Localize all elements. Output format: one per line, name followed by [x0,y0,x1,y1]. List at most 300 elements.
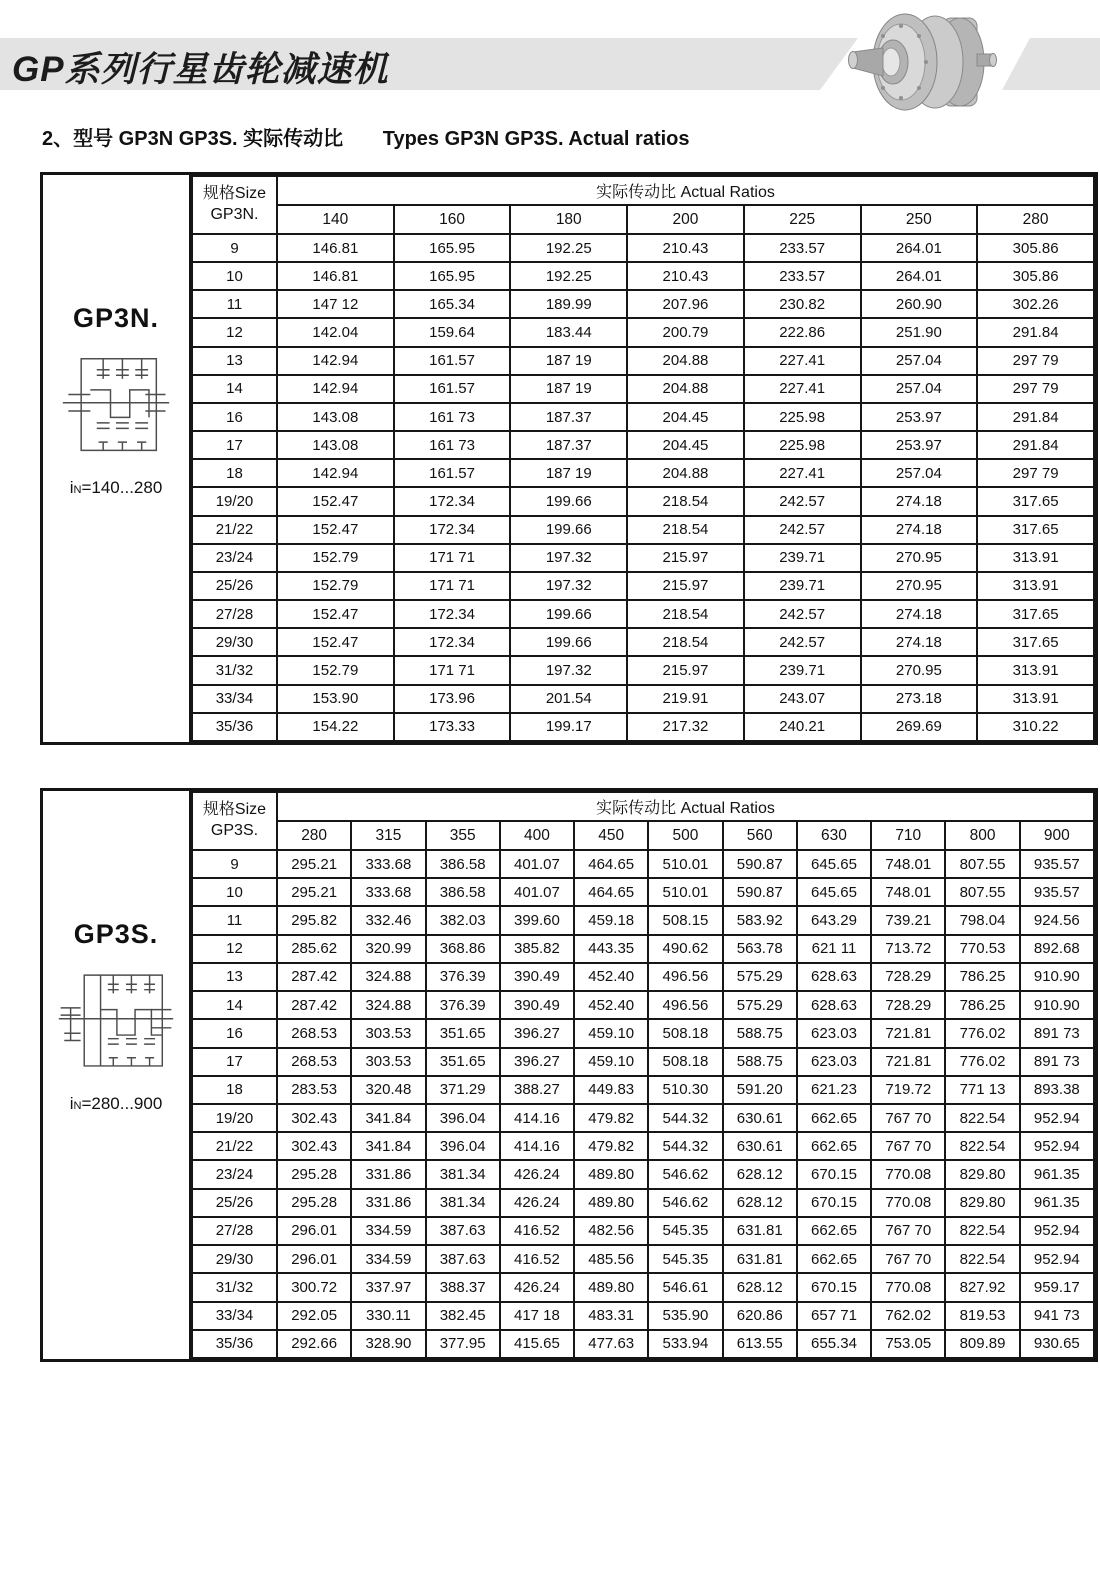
table-row [192,1273,1094,1301]
ratio-cell: 192.25 [510,234,627,262]
ratio-cell: 165.95 [394,262,511,290]
ratio-cell: 187 19 [510,347,627,375]
ratio-cell: 776.02 [945,1019,1019,1047]
table-row [192,1076,1094,1104]
ratio-cell: 239.71 [744,656,861,684]
ratio-cell: 728.29 [871,991,945,1019]
size-cell: 16 [192,403,277,431]
table-row [192,1217,1094,1245]
ratio-cell: 893.38 [1020,1076,1094,1104]
ratio-cell: 485.56 [574,1245,648,1273]
ratio-cell: 628.12 [723,1273,797,1301]
ratio-cell: 459.10 [574,1048,648,1076]
ratio-cell: 533.94 [648,1330,722,1358]
ratio-cell: 152.47 [277,487,394,515]
size-cell: 13 [192,963,277,991]
ratio-cell: 297 79 [977,375,1094,403]
actual-ratios-header: 实际传动比 Actual Ratios [277,176,1094,205]
ratio-cell: 583.92 [723,906,797,934]
table-row [192,1330,1094,1358]
size-cell: 27/28 [192,600,277,628]
ratio-cell: 655.34 [797,1330,871,1358]
ratio-cell: 187 19 [510,459,627,487]
ratio-cell: 243.07 [744,685,861,713]
ratio-cell: 891 73 [1020,1019,1094,1047]
size-cell: 33/34 [192,685,277,713]
size-cell: 17 [192,431,277,459]
ratio-cell: 269.69 [861,713,978,741]
ratio-cell: 295.21 [277,878,351,906]
ratio-cell: 341.84 [351,1104,425,1132]
ratio-cell: 146.81 [277,234,394,262]
ratio-cell: 822.54 [945,1104,1019,1132]
ratio-cell: 317.65 [977,516,1094,544]
gp3s-ratios-table [191,791,1095,1359]
ratio-cell: 331.86 [351,1189,425,1217]
ratio-cell: 631.81 [723,1217,797,1245]
ratio-cell: 172.34 [394,516,511,544]
ratio-cell: 544.32 [648,1132,722,1160]
ratio-cell: 215.97 [627,656,744,684]
ratio-cell: 382.03 [426,906,500,934]
ratio-cell: 496.56 [648,991,722,1019]
ratio-cell: 217.32 [627,713,744,741]
size-cell: 11 [192,290,277,318]
ratio-cell: 222.86 [744,318,861,346]
size-cell: 35/36 [192,713,277,741]
ratio-cell: 670.15 [797,1189,871,1217]
ratio-cell: 153.90 [277,685,394,713]
table-row [192,459,1094,487]
ratio-cell: 628.63 [797,991,871,1019]
ratio-cell: 809.89 [945,1330,1019,1358]
ratio-cell: 183.44 [510,318,627,346]
ratio-cell: 479.82 [574,1132,648,1160]
gp3n-table-wrap [191,175,1095,742]
gp3n-model-label: GP3N. [72,303,160,333]
ratio-cell: 510.01 [648,878,722,906]
ratio-cell: 545.35 [648,1217,722,1245]
table-row [192,685,1094,713]
ratio-cell: 544.32 [648,1104,722,1132]
ratio-cell: 274.18 [861,628,978,656]
ratio-cell: 822.54 [945,1217,1019,1245]
ratio-cell: 295.28 [277,1160,351,1188]
ratio-cell: 545.35 [648,1245,722,1273]
ratio-cell: 489.80 [574,1273,648,1301]
table-row [192,1048,1094,1076]
ratio-column-header: 180 [510,205,627,234]
ratio-cell: 952.94 [1020,1245,1094,1273]
ratio-cell: 776.02 [945,1048,1019,1076]
ratio-cell: 575.29 [723,991,797,1019]
ratio-cell: 426.24 [500,1189,574,1217]
ratio-cell: 443.35 [574,935,648,963]
size-cell: 12 [192,935,277,963]
ratio-cell: 210.43 [627,262,744,290]
ratio-cell: 483.31 [574,1302,648,1330]
ratio-cell: 935.57 [1020,850,1094,878]
ratio-cell: 239.71 [744,572,861,600]
ratio-cell: 621 11 [797,935,871,963]
ratio-cell: 287.42 [277,963,351,991]
ratio-cell: 313.91 [977,544,1094,572]
ratio-cell: 297 79 [977,459,1094,487]
ratio-cell: 628.12 [723,1189,797,1217]
ratio-cell: 274.18 [861,516,978,544]
ratio-cell: 201.54 [510,685,627,713]
ratio-cell: 770.08 [871,1189,945,1217]
ratio-cell: 643.29 [797,906,871,934]
table-row [192,1189,1094,1217]
ratio-cell: 192.25 [510,262,627,290]
ratio-cell: 253.97 [861,403,978,431]
ratio-cell: 459.18 [574,906,648,934]
ratio-cell: 452.40 [574,963,648,991]
ratio-cell: 546.62 [648,1189,722,1217]
ratio-cell: 396.27 [500,1048,574,1076]
ratio-cell: 748.01 [871,850,945,878]
ratio-cell: 771 13 [945,1076,1019,1104]
ratio-cell: 959.17 [1020,1273,1094,1301]
size-cell: 21/22 [192,516,277,544]
ratio-cell: 302.43 [277,1104,351,1132]
ratio-cell: 199.66 [510,600,627,628]
size-cell: 18 [192,1076,277,1104]
ratio-cell: 215.97 [627,572,744,600]
ratio-cell: 204.45 [627,403,744,431]
ratio-cell: 274.18 [861,487,978,515]
ratio-cell: 630.61 [723,1132,797,1160]
ratio-cell: 910.90 [1020,963,1094,991]
ratio-cell: 152.79 [277,544,394,572]
ratio-cell: 770.08 [871,1160,945,1188]
ratio-cell: 215.97 [627,544,744,572]
table-row [192,935,1094,963]
gp3n-table-section [40,172,1098,745]
ratio-cell: 146.81 [277,262,394,290]
ratio-cell: 645.65 [797,878,871,906]
ratio-cell: 199.17 [510,713,627,741]
ratio-cell: 341.84 [351,1132,425,1160]
ratio-cell: 173.96 [394,685,511,713]
ratio-cell: 449.83 [574,1076,648,1104]
ratio-cell: 390.49 [500,963,574,991]
ratio-cell: 546.61 [648,1273,722,1301]
ratio-column-header: 400 [500,821,574,850]
table-row [192,1132,1094,1160]
ratio-cell: 891 73 [1020,1048,1094,1076]
ratio-cell: 227.41 [744,375,861,403]
ratio-cell: 274.18 [861,600,978,628]
ratio-cell: 152.47 [277,600,394,628]
table-row [192,262,1094,290]
ratio-column-header: 450 [574,821,648,850]
ratio-cell: 510.30 [648,1076,722,1104]
ratio-cell: 623.03 [797,1019,871,1047]
ratio-cell: 770.08 [871,1273,945,1301]
table-row [192,713,1094,741]
ratio-column-header: 200 [627,205,744,234]
section-heading-en: Types GP3N GP3S. Actual ratios [382,128,690,150]
ratio-cell: 172.34 [394,628,511,656]
gp3s-model-cell [43,791,191,1359]
ratio-cell: 588.75 [723,1019,797,1047]
ratio-cell: 152.47 [277,628,394,656]
ratio-cell: 822.54 [945,1245,1019,1273]
size-cell: 23/24 [192,1160,277,1188]
ratio-cell: 892.68 [1020,935,1094,963]
ratio-cell: 952.94 [1020,1104,1094,1132]
ratio-cell: 270.95 [861,544,978,572]
ratio-cell: 662.65 [797,1245,871,1273]
ratio-cell: 161.57 [394,347,511,375]
ratio-cell: 496.56 [648,963,722,991]
size-cell: 16 [192,1019,277,1047]
ratio-cell: 161 73 [394,431,511,459]
ratio-cell: 386.58 [426,878,500,906]
table-row [192,375,1094,403]
ratio-cell: 317.65 [977,628,1094,656]
ratio-cell: 631.81 [723,1245,797,1273]
ratio-cell: 152.79 [277,656,394,684]
ratio-cell: 187.37 [510,403,627,431]
ratio-cell: 317.65 [977,600,1094,628]
ratio-cell: 767 70 [871,1132,945,1160]
table-row [192,318,1094,346]
ratio-cell: 728.29 [871,963,945,991]
ratio-cell: 459.10 [574,1019,648,1047]
ratio-cell: 154.22 [277,713,394,741]
ratio-cell: 508.18 [648,1019,722,1047]
ratio-cell: 143.08 [277,431,394,459]
ratio-cell: 161.57 [394,459,511,487]
ratio-cell: 767 70 [871,1245,945,1273]
ratio-cell: 300.72 [277,1273,351,1301]
ratio-cell: 328.90 [351,1330,425,1358]
page-title: GP系列行星齿轮减速机 [12,50,389,89]
table-row [192,1019,1094,1047]
ratio-cell: 283.53 [277,1076,351,1104]
ratio-cell: 152.47 [277,516,394,544]
size-column-header: 规格Size GP3N. [192,176,277,234]
ratio-cell: 204.45 [627,431,744,459]
ratio-cell: 770.53 [945,935,1019,963]
ratio-cell: 575.29 [723,963,797,991]
ratio-cell: 563.78 [723,935,797,963]
ratio-cell: 819.53 [945,1302,1019,1330]
table-row [192,600,1094,628]
size-cell: 31/32 [192,656,277,684]
ratio-cell: 377.95 [426,1330,500,1358]
ratio-cell: 670.15 [797,1160,871,1188]
ratio-cell: 387.63 [426,1217,500,1245]
ratio-cell: 296.01 [277,1245,351,1273]
ratio-cell: 273.18 [861,685,978,713]
table-row [192,656,1094,684]
ratio-cell: 270.95 [861,572,978,600]
ratio-cell: 305.86 [977,262,1094,290]
ratio-cell: 313.91 [977,572,1094,600]
ratio-cell: 142.94 [277,347,394,375]
ratio-cell: 291.84 [977,403,1094,431]
ratio-cell: 225.98 [744,403,861,431]
ratio-column-header: 280 [977,205,1094,234]
ratio-cell: 264.01 [861,262,978,290]
ratio-cell: 313.91 [977,656,1094,684]
ratio-column-header: 900 [1020,821,1094,850]
ratio-cell: 620.86 [723,1302,797,1330]
size-cell: 18 [192,459,277,487]
ratio-column-header: 710 [871,821,945,850]
ratio-cell: 399.60 [500,906,574,934]
ratio-cell: 941 73 [1020,1302,1094,1330]
gp3n-kinematic-diagram [61,346,171,464]
ratio-cell: 952.94 [1020,1217,1094,1245]
ratio-cell: 588.75 [723,1048,797,1076]
ratio-cell: 827.92 [945,1273,1019,1301]
ratio-cell: 285.62 [277,935,351,963]
size-cell: 9 [192,850,277,878]
actual-ratios-header: 实际传动比 Actual Ratios [277,792,1094,821]
ratio-cell: 546.62 [648,1160,722,1188]
ratio-cell: 910.90 [1020,991,1094,1019]
ratio-cell: 218.54 [627,516,744,544]
size-cell: 14 [192,375,277,403]
ratio-cell: 143.08 [277,403,394,431]
ratio-cell: 371.29 [426,1076,500,1104]
ratio-cell: 645.65 [797,850,871,878]
size-cell: 13 [192,347,277,375]
ratio-cell: 924.56 [1020,906,1094,934]
ratio-cell: 510.01 [648,850,722,878]
ratio-cell: 292.05 [277,1302,351,1330]
section-heading [42,122,690,151]
ratio-cell: 257.04 [861,375,978,403]
ratio-cell: 200.79 [627,318,744,346]
ratio-cell: 197.32 [510,572,627,600]
ratio-cell: 670.15 [797,1273,871,1301]
ratio-cell: 165.95 [394,234,511,262]
ratio-cell: 385.82 [500,935,574,963]
table-row [192,290,1094,318]
ratio-cell: 331.86 [351,1160,425,1188]
ratio-cell: 204.88 [627,459,744,487]
size-cell: 27/28 [192,1217,277,1245]
ratio-cell: 161.57 [394,375,511,403]
ratio-column-header: 355 [426,821,500,850]
ratio-cell: 381.34 [426,1189,500,1217]
ratio-cell: 287.42 [277,991,351,1019]
ratio-cell: 142.04 [277,318,394,346]
ratio-cell: 489.80 [574,1189,648,1217]
size-cell: 10 [192,262,277,290]
ratio-column-header: 560 [723,821,797,850]
ratio-cell: 218.54 [627,487,744,515]
table-row [192,347,1094,375]
ratio-cell: 961.35 [1020,1189,1094,1217]
ratio-cell: 317.65 [977,487,1094,515]
ratio-cell: 292.66 [277,1330,351,1358]
table-row [192,878,1094,906]
ratio-cell: 171 71 [394,572,511,600]
ratio-cell: 147 12 [277,290,394,318]
ratio-cell: 786.25 [945,963,1019,991]
ratio-cell: 662.65 [797,1217,871,1245]
ratio-cell: 426.24 [500,1160,574,1188]
ratio-column-header: 160 [394,205,511,234]
ratio-cell: 330.11 [351,1302,425,1330]
ratio-cell: 296.01 [277,1217,351,1245]
ratio-cell: 621.23 [797,1076,871,1104]
ratio-cell: 171 71 [394,656,511,684]
size-column-header: 规格Size GP3S. [192,792,277,850]
table-row [192,1245,1094,1273]
ratio-cell: 242.57 [744,628,861,656]
ratio-cell: 748.01 [871,878,945,906]
gp3n-ratios-table [191,175,1095,742]
ratio-cell: 762.02 [871,1302,945,1330]
ratio-cell: 591.20 [723,1076,797,1104]
ratio-cell: 242.57 [744,516,861,544]
ratio-cell: 242.57 [744,600,861,628]
gp3s-kinematic-diagram [57,962,175,1080]
ratio-cell: 590.87 [723,878,797,906]
ratio-cell: 334.59 [351,1245,425,1273]
ratio-cell: 482.56 [574,1217,648,1245]
ratio-cell: 388.27 [500,1076,574,1104]
ratio-cell: 657 71 [797,1302,871,1330]
ratio-cell: 753.05 [871,1330,945,1358]
ratio-cell: 388.37 [426,1273,500,1301]
ratio-cell: 324.88 [351,963,425,991]
ratio-cell: 230.82 [744,290,861,318]
ratio-cell: 291.84 [977,318,1094,346]
ratio-cell: 935.57 [1020,878,1094,906]
size-cell: 23/24 [192,544,277,572]
ratio-cell: 187 19 [510,375,627,403]
size-cell: 35/36 [192,1330,277,1358]
ratio-cell: 197.32 [510,656,627,684]
ratio-cell: 313.91 [977,685,1094,713]
ratio-cell: 386.58 [426,850,500,878]
ratio-cell: 930.65 [1020,1330,1094,1358]
ratio-cell: 171 71 [394,544,511,572]
ratio-cell: 719.72 [871,1076,945,1104]
ratio-cell: 260.90 [861,290,978,318]
ratio-cell: 721.81 [871,1048,945,1076]
ratio-cell: 401.07 [500,878,574,906]
ratio-cell: 173.33 [394,713,511,741]
ratio-cell: 351.65 [426,1048,500,1076]
size-cell: 29/30 [192,628,277,656]
ratio-cell: 204.88 [627,347,744,375]
ratio-cell: 417 18 [500,1302,574,1330]
ratio-cell: 210.43 [627,234,744,262]
ratio-cell: 628.63 [797,963,871,991]
ratio-cell: 142.94 [277,375,394,403]
ratio-cell: 268.53 [277,1048,351,1076]
gp3s-model-label: GP3S. [73,919,159,949]
ratio-cell: 396.04 [426,1104,500,1132]
table-row [192,991,1094,1019]
ratio-cell: 590.87 [723,850,797,878]
ratio-cell: 303.53 [351,1048,425,1076]
ratio-cell: 508.15 [648,906,722,934]
size-cell: 31/32 [192,1273,277,1301]
ratio-cell: 829.80 [945,1160,1019,1188]
ratio-cell: 477.63 [574,1330,648,1358]
